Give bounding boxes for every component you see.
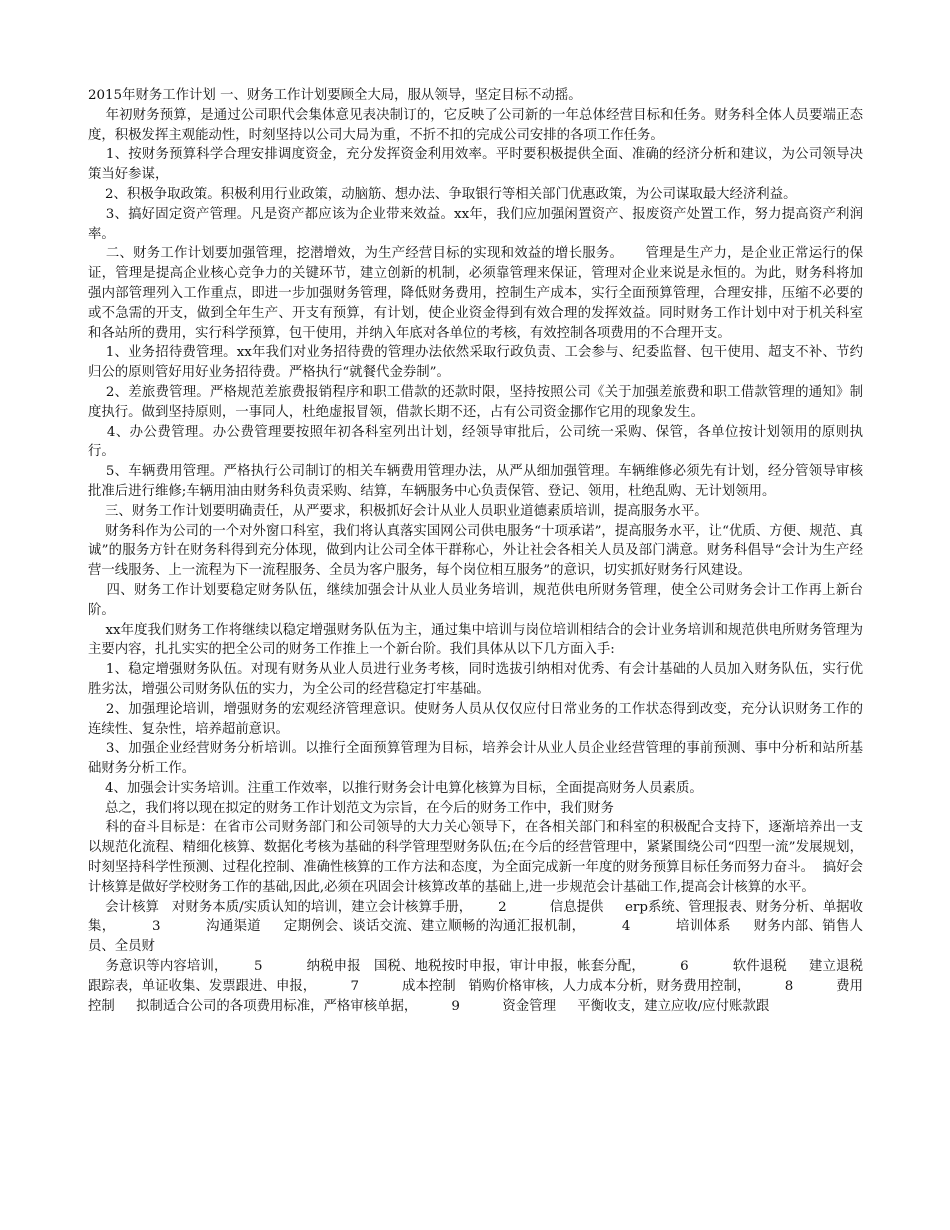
paragraph: 3、加强企业经营财务分析培训。以推行全面预算管理为目标，培养会计从业人员企业经营管理的事前预测、事中分析和站所基础财务分析工作。 — [88, 741, 863, 777]
document-title-paragraph: 2015年财务工作计划 一、财务工作计划要顾全大局，服从领导，坚定目标不动摇。 — [88, 88, 582, 103]
paragraph: 年初财务预算，是通过公司职代会集体意见表决制订的，它反映了公司新的一年总体经营目标和任务。财务科全体人员要端正态度，积极发挥主观能动性，时刻坚持以公司大局为重，不折不扣的完成公司安排的各项工作任务。 — [88, 107, 863, 143]
paragraph: 1、业务招待费管理。xx年我们对业务招待费的管理办法依然采取行政负责、工会参与、纪委监督、包干使用、超支不补、节约归公的原则管好用好业务招待费。严格执行“就餐代金券制”。 — [88, 345, 863, 381]
paragraph: 2、加强理论培训，增强财务的宏观经济管理意识。使财务人员从仅仅应付日常业务的工作状态得到改变，充分认识财务工作的连续性、复杂性，培养超前意识。 — [88, 701, 863, 737]
paragraph: 1、按财务预算科学合理安排调度资金，充分发挥资金利用效率。平时要积极提供全面、准确的经济分析和建议，为公司领导决策当好参谋， — [88, 147, 863, 183]
paragraph: 3、搞好固定资产管理。凡是资产都应该为企业带来效益。xx年，我们应加强闲置资产、报废资产处置工作，努力提高资产利润率。 — [88, 206, 863, 242]
paragraph: 4、加强会计实务培训。注重工作效率，以推行财务会计电算化核算为目标，全面提高财务人员素质。 — [88, 780, 703, 796]
paragraph: 二、财务工作计划要加强管理，挖潜增效，为生产经营目标的实现和效益的增长服务。 管理是生产力，是企业正常运行的保证，管理是提高企业核心竞争力的关键环节，建立创新的机制，必须靠管理来保证，管理对企业来说是永恒的。为此，财务科将加强内部管理列入工作重点，即进一步加强财务管理，降低财务费用，控制生产成本，实行全面预算管理，合理安排，压缩不必要的或不急需的开支，做到全年生产、开支有预算，有计划，使企业资金得到有效合理的发挥效益。同时财务工作计划中对于机关科室和各站所的费用，实行科学预算，包干使用，并纳入年底对各单位的考核，有效控制各项费用的不合理开支。 — [88, 246, 863, 341]
paragraph: 1、稳定增强财务队伍。对现有财务从业人员进行业务考核，同时选拔引纳相对优秀、有会计基础的人员加入财务队伍，实行优胜劣汰，增强公司财务队伍的实力，为全公司的经营稳定打牢基础。 — [88, 662, 863, 697]
paragraph: 2、差旅费管理。严格规范差旅费报销程序和职工借款的还款时限，坚持按照公司《关于加强差旅费和职工借款管理的通知》制度执行。做到坚持原则，一事同人，杜绝虚报冒领，借款长期不还，占有公司资金挪作它用的现象发生。 — [88, 384, 863, 420]
paragraph: 务意识等内容培训， 5 纳税申报 国税、地税按时申报，审计申报，帐套分配， 6 软件退税 建立退税跟踪表，单证收集、发票跟进、申报， 7 成本控制 销购价格审核，人力成本分析，财务费用控制， 8 费用控制 拟制适合公司的各项费用标准，严格审核单据， 9 资金管理 平衡收支，建立应收/应付账款跟 — [88, 959, 863, 1014]
paragraph: 4、办公费管理。办公费管理要按照年初各科室列出计划，经领导审批后，公司统一采购、保管，各单位按计划领用的原则执行。 — [88, 424, 864, 460]
paragraph: 四、财务工作计划要稳定财务队伍，继续加强会计从业人员业务培训，规范供电所财务管理，使全公司财务会计工作再上新台阶。 — [88, 582, 863, 618]
paragraph: 财务科作为公司的一个对外窗口科室，我们将认真落实国网公司供电服务“十项承诺”，提高服务水平，让“优质、方便、规范、真诚”的服务方针在财务科得到充分体现，做到内让公司全体干群称心，外让社会各相关人员及部门满意。财务科倡导“会计为生产经营一线服务、上一流程为下一流程服务、全员为客户服务，每个岗位相互服务”的意识，切实抓好财务行风建设。 — [88, 523, 863, 579]
paragraph: 5、车辆费用管理。严格执行公司制订的相关车辆费用管理办法，从严从细加强管理。车辆维修必须先有计划，经分管领导审核批准后进行维修;车辆用油由财务科负责采购、结算，车辆服务中心负责保管、登记、领用，杜绝乱购、无计划领用。 — [88, 464, 863, 499]
paragraph: 三、财务工作计划要明确责任，从严要求，积极抓好会计从业人员职业道德素质培训，提高服务水平。 — [88, 503, 708, 519]
document-body — [88, 86, 863, 1016]
paragraph: 会计核算 对财务本质/实质认知的培训，建立会计核算手册， 2 信息提供 erp系统、管理报表、财务分析、单据收集， 3 沟通渠道 定期例会、谈话交流、建立顺畅的沟通汇报机制， 4 培训体系 财务内部、销售人员、全员财 — [88, 899, 863, 955]
paragraph: xx年度我们财务工作将继续以稳定增强财务队伍为主，通过集中培训与岗位培训相结合的会计业务培训和规范供电所财务管理为主要内容，扎扎实实的把全公司的财务工作推上一个新台阶。我们具体从以下几方面入手: — [88, 622, 863, 658]
paragraph: 总之，我们将以现在拟定的财务工作计划范文为宗旨，在今后的财务工作中，我们财务 — [88, 800, 614, 816]
paragraph: 科的奋斗目标是：在省市公司财务部门和公司领导的大力关心领导下，在各相关部门和科室的积极配合支持下，逐渐培养出一支以规范化流程、精细化核算、数据化考核为基础的科学管理型财务队伍;在今后的经营管理中，紧紧围绕公司“四型一流”发展规划，时刻坚持科学性预测、过程化控制、准确性核算的工作方法和态度，为全面完成新一年度的财务预算目标任务而努力奋斗。 搞好会计核算是做好学校财务工作的基础,因此,必须在巩固会计核算改革的基础上,进一步规范会计基础工作,提高会计核算的水平。 — [88, 820, 863, 895]
paragraph: 2、积极争取政策。积极利用行业政策，动脑筋、想办法、争取银行等相关部门优惠政策，为公司谋取最大经济利益。 — [88, 186, 797, 202]
